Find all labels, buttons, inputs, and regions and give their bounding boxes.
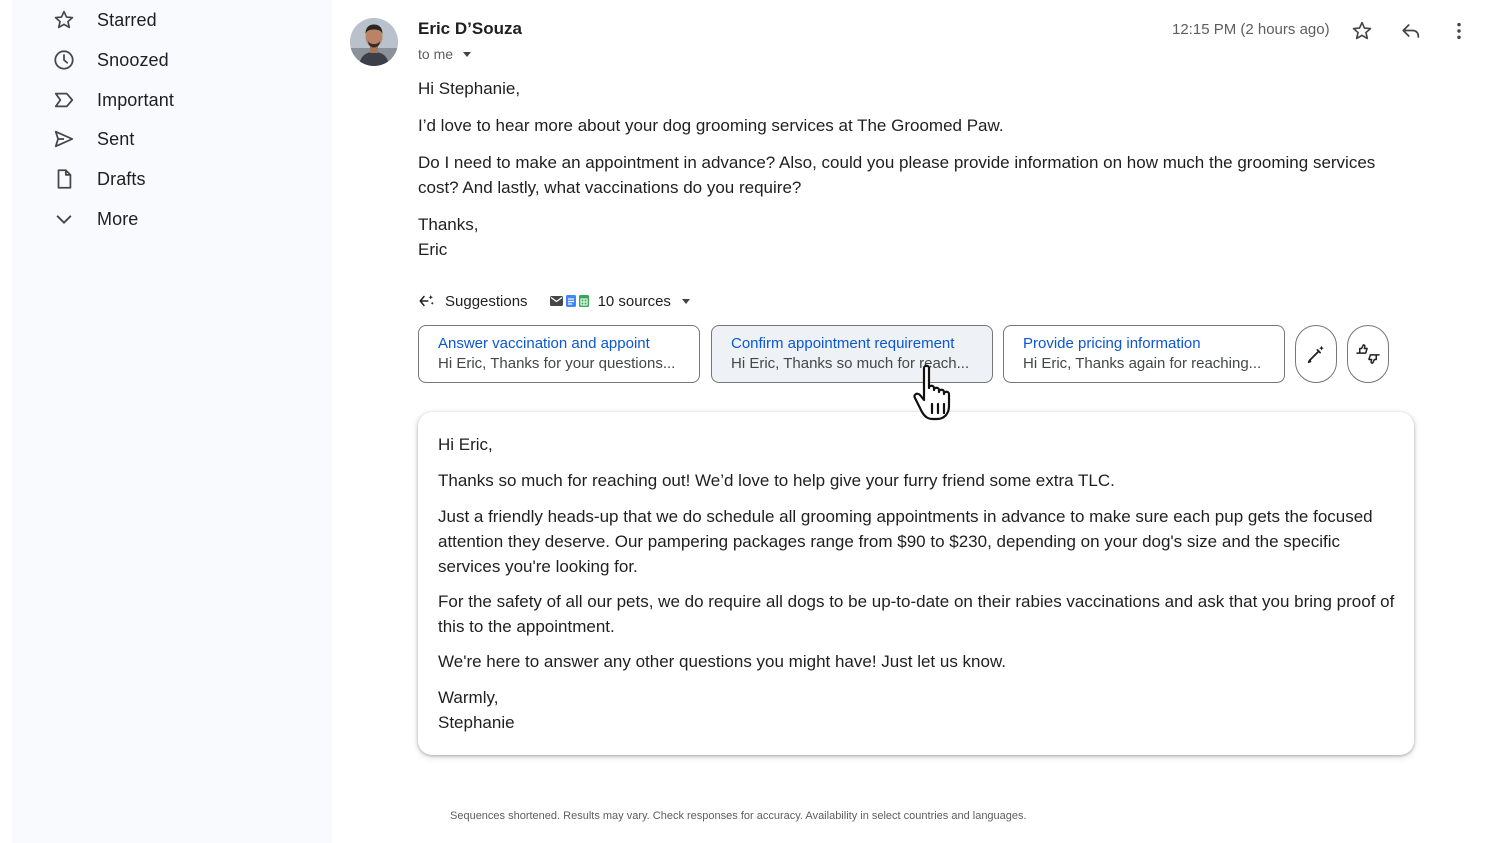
draft-icon [52,167,76,191]
sidebar-item-starred[interactable] [52,5,157,35]
email-body-paragraph: Do I need to make an appointment in advance? Also, could you please provide information on how much the grooming services cost? And lastly, what vaccinations do you require? [418,153,1376,197]
draft-signoff: Warmly, [438,688,499,707]
reply-draft-editor[interactable] [418,412,1414,755]
chip-preview: Hi Eric, Thanks so much for reach... [731,355,970,372]
reply-button[interactable] [1397,17,1425,45]
sender-name[interactable]: Eric D’Souza [418,19,522,38]
sidebar-item-label: Important [97,89,174,110]
chip-title: Answer vaccination and appoint [438,335,650,352]
clock-icon [52,48,76,72]
email-timestamp: 12:15 PM (2 hours ago) [1172,21,1330,38]
disclaimer-text: Sequences shortened. Results may vary. Check responses for accuracy. Availability in select countries and languages. [450,810,1027,822]
send-icon [52,127,76,151]
suggestions-label: Suggestions [445,292,528,310]
sidebar-item-label: Sent [97,128,135,149]
sidebar [12,0,332,843]
draft-greeting: Hi Eric, [438,435,493,454]
important-icon [52,88,76,112]
more-vert-icon [1448,20,1470,42]
chevron-down-icon [52,207,76,231]
sidebar-item-label: Drafts [97,168,146,189]
sidebar-item-sent[interactable] [52,124,134,154]
suggestion-chip-vaccination[interactable] [418,325,700,383]
draft-signature: Stephanie [438,713,515,732]
window-edge [0,0,12,843]
sidebar-item-label: More [97,208,139,229]
star-button[interactable] [1348,17,1376,45]
sidebar-item-label: Snoozed [97,49,169,70]
draft-paragraph: Thanks so much for reaching out! We’d love to help give your furry friend some extra TLC. [438,471,1115,490]
sheets-icon [579,295,589,307]
recipient-label: to me [418,46,454,62]
sidebar-item-more[interactable] [52,204,138,234]
email-body-signature: Eric [418,240,448,259]
suggestions-header [418,289,690,313]
caret-down-icon[interactable] [682,299,690,304]
gmail-icon [550,296,563,306]
avatar[interactable] [350,18,398,66]
email-body-greeting: Hi Stephanie, [418,79,521,98]
thumbs-up-down-icon [1355,343,1381,365]
sources-button[interactable] [550,295,589,307]
chip-preview: Hi Eric, Thanks again for reaching... [1023,355,1262,372]
feedback-button[interactable] [1347,325,1389,383]
email-body-signoff: Thanks, [418,215,479,234]
magic-pen-icon [1305,343,1327,365]
more-options-button[interactable] [1445,17,1473,45]
hand-pointer-cursor-icon [908,360,968,424]
suggestion-chip-pricing[interactable] [1003,325,1285,383]
sidebar-item-drafts[interactable] [52,164,146,194]
recipient-details-toggle[interactable] [418,46,471,62]
chip-title: Confirm appointment requirement [731,335,955,352]
sidebar-item-important[interactable] [52,85,174,115]
chip-title: Provide pricing information [1023,335,1201,352]
sources-label[interactable]: 10 sources [597,292,671,310]
draft-paragraph: Just a friendly heads-up that we do schedule all grooming appointments in advance to make sure each pup gets the focused attention they deserve. Our pampering packages range from $90 to $230, depending on your dog's size and the specific services you're looking for. [438,507,1373,576]
chip-preview: Hi Eric, Thanks for your questions... [438,355,676,372]
star-icon [52,8,76,32]
reply-icon [1400,20,1422,42]
draft-paragraph: We're here to answer any other questions you might have! Just let us know. [438,652,1007,671]
caret-down-icon [463,52,471,57]
sidebar-item-label: Starred [97,9,157,30]
email-body-paragraph: I’d love to hear more about your dog grooming services at The Groomed Paw. [418,116,1004,135]
suggestions-icon [418,292,436,310]
docs-icon [566,295,576,307]
sidebar-item-snoozed[interactable] [52,45,169,75]
refine-button[interactable] [1295,325,1337,383]
star-icon [1351,20,1373,42]
draft-paragraph: For the safety of all our pets, we do require all dogs to be up-to-date on their rabies vaccinations and ask that you bring proof of this to the appointment. [438,592,1395,636]
